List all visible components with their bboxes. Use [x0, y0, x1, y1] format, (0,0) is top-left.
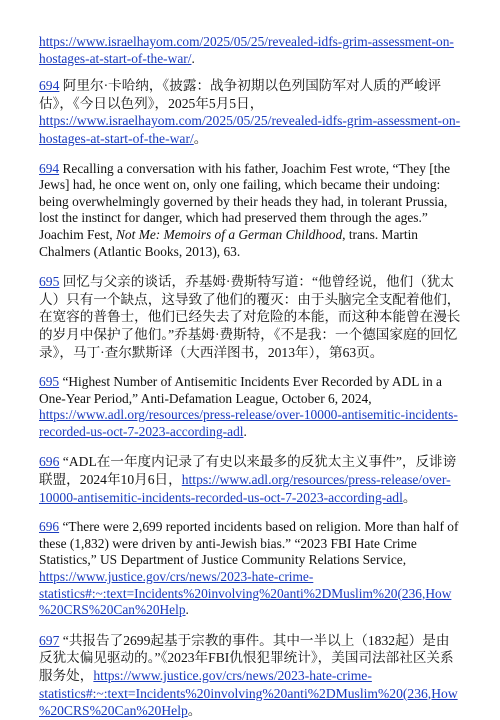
footnote-694-en: [39, 161, 462, 261]
footnote-link[interactable]: https://www.israelhayom.com/2025/05/25/revealed-idfs-grim-assessment-on-hostages-at-start-of-the-war/: [39, 113, 461, 146]
footnote-tail: 。: [402, 489, 417, 505]
footnote-text: 阿里尔·卡哈纳，《披露：战争初期以色列国防军对人质的严峻评估》，《今日以色列》，2025年5月5日，: [39, 78, 442, 111]
footnote-link[interactable]: https://www.israelhayom.com/2025/05/25/revealed-idfs-grim-assessment-on-hostages-at-start-of-the-war/: [39, 34, 454, 66]
footnote-tail: .: [191, 50, 195, 66]
footnote-tail: .: [243, 423, 247, 439]
footnote-text: “There were 2,699 reported incidents based on religion. More than half of these (1,832) were driven by anti-Jewish bias.” “2023 FBI Hate Crime Statistics,” US Department of Justice Community Relations Service,: [39, 519, 459, 568]
footnote-number[interactable]: 694: [39, 78, 60, 94]
footnote-text: “ADL在一年度内记录了有史以来最多的反犹太主义事件”，反诽谤联盟，2024年10月6日，: [39, 454, 457, 488]
footnote-link[interactable]: https://www.adl.org/resources/press-release/over-10000-antisemitic-incidents-recorded-us-oct-7-2023-according-adl: [39, 407, 458, 439]
footnote-link[interactable]: https://www.justice.gov/crs/news/2023-hate-crime-statistics#:~:text=Incidents%20involving%20anti%2DMuslim%20(236,How%20CRS%20Can%20Help: [39, 668, 458, 719]
footnote-695-en: [39, 374, 462, 440]
footnote-number[interactable]: 696: [39, 454, 60, 470]
footnote-text: “共报告了2699起基于宗教的事件。其中一半以上（1832起）是由反犹太偏见驱动的。”《2023年FBI仇恨犯罪统计》，美国司法部社区关系服务处，: [39, 632, 454, 683]
footnote-tail: 。: [193, 130, 208, 146]
footnote-tail: , trans. Martin Chalmers (Atlantic Books, 2013), 63.: [39, 226, 419, 259]
footnote-694-zh: [39, 77, 462, 147]
footnote-tail: .: [185, 602, 189, 618]
footnote-link[interactable]: https://www.justice.gov/crs/news/2023-hate-crime-statistics#:~:text=Incidents%20involving%20anti%2DMuslim%20(236,How%20CRS%20Can%20Help: [39, 569, 452, 618]
footnote-697-zh: [39, 632, 462, 720]
footnote-text: “Highest Number of Antisemitic Incidents Ever Recorded by ADL in a One-Year Period,” Anti-Defamation League, October 6, 2024,: [39, 374, 442, 406]
footnote-695-zh: [39, 273, 462, 361]
footnote-text: Recalling a conversation with his father, Joachim Fest wrote, “They [the Jews] had, he once went on, only one failing, which became their undoing: being overwhelmingly governed by their heads they had, in tolerant Prussia, lost the instinct for danger, which had preserved them through the ages.” Joachim Fest,: [39, 160, 451, 242]
footnote-link[interactable]: https://www.adl.org/resources/press-release/over-10000-antisemitic-incidents-recorded-us-oct-7-2023-according-adl: [39, 472, 451, 505]
footnote-number[interactable]: 697: [39, 632, 60, 648]
footnote-696-zh: [39, 453, 462, 506]
book-title: Not Me: Memoirs of a German Childhood: [116, 226, 343, 242]
footnote-fragment: [39, 34, 462, 67]
footnote-text: 回忆与父亲的谈话，乔基姆·费斯特写道：“他曾经说，他们（犹太人）只有一个缺点，这导致了他们的覆灭：由于头脑完全支配着他们，在宽容的普鲁士，他们已经失去了对危险的本能，而这种本能曾在漫长的岁月中保护了他们。”乔基姆·费斯特，《不是我：一个德国家庭的回忆录》，马丁·查尔默斯译（大西洋图书，2013年），第63页。: [39, 274, 461, 360]
footnote-number[interactable]: 695: [39, 274, 60, 290]
footnote-number[interactable]: 695: [39, 374, 60, 390]
footnote-number[interactable]: 694: [39, 160, 60, 176]
footnote-696-en: [39, 519, 462, 619]
footnote-number[interactable]: 696: [39, 519, 60, 535]
footnote-tail: 。: [187, 703, 202, 719]
